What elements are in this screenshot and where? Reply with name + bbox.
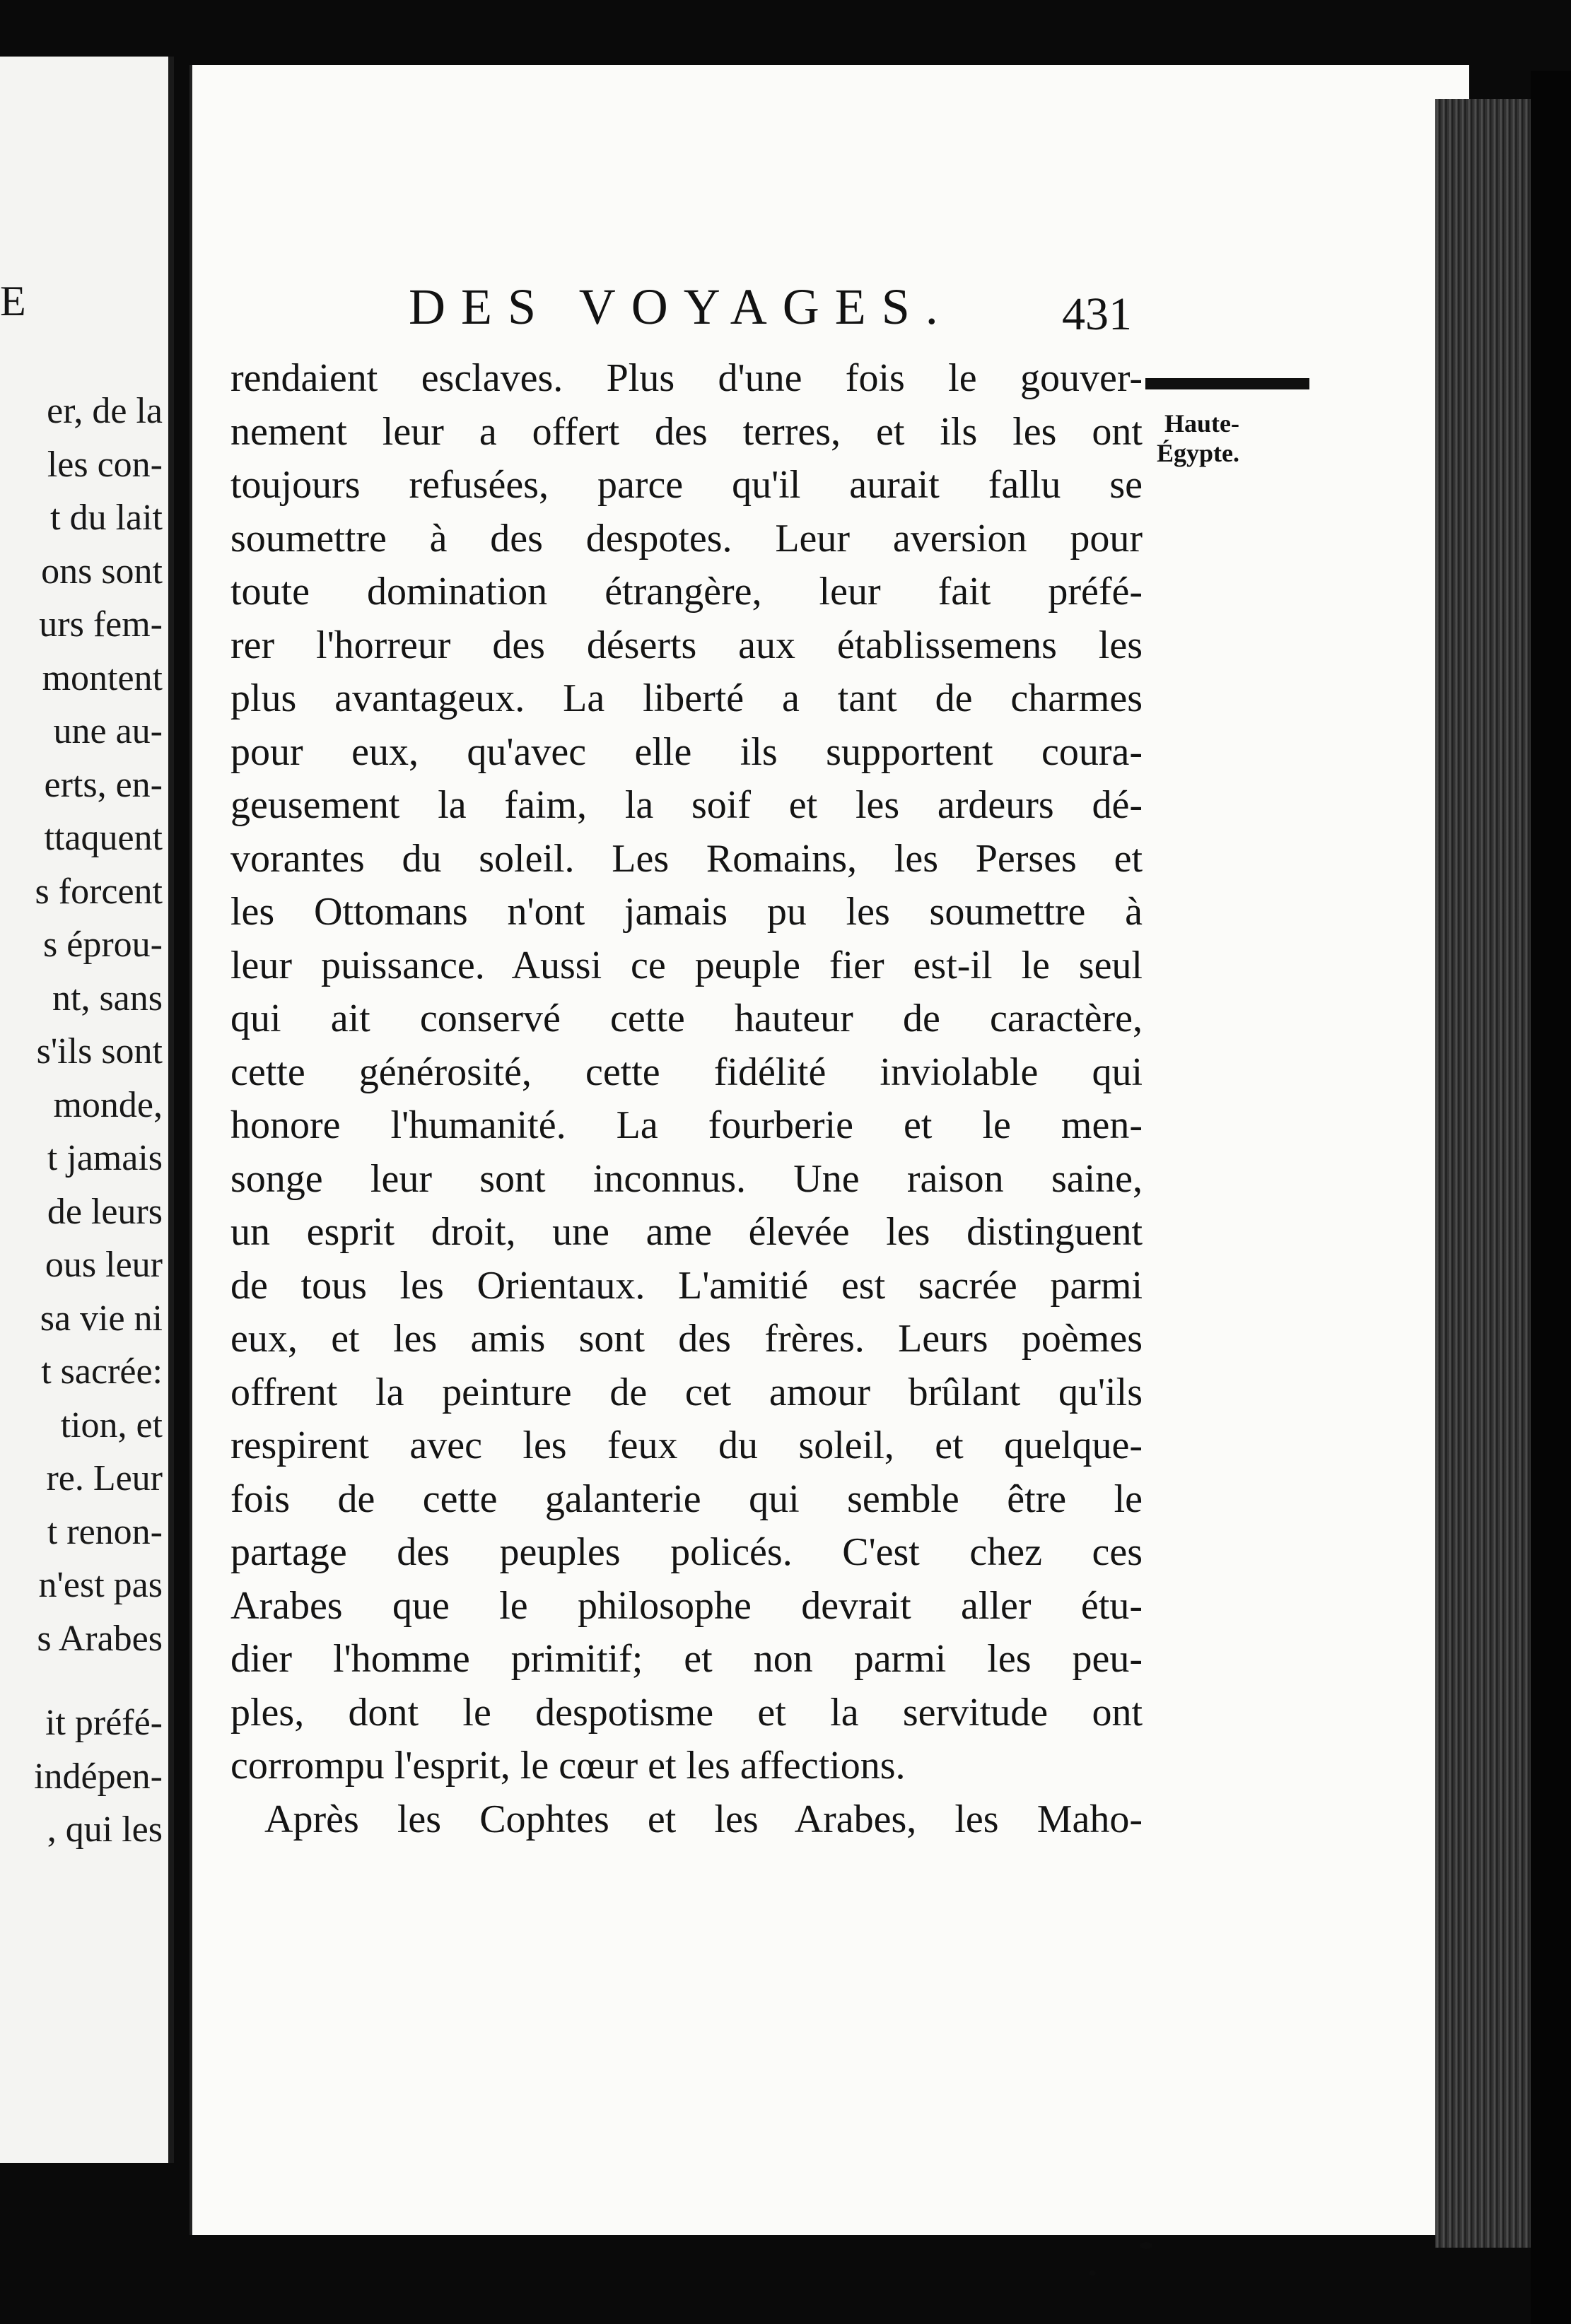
- running-title: DES VOYAGES.: [409, 278, 954, 335]
- text-line: les Ottomans n'ont jamais pu les soumettre à: [230, 890, 1143, 934]
- previous-page-line: urs fem-: [39, 604, 163, 645]
- previous-page-line: s'ils sont: [36, 1031, 163, 1072]
- text-line: vorantes du soleil. Les Romains, les Perses et: [230, 836, 1143, 881]
- previous-page-heading-fragment: E: [0, 278, 26, 324]
- text-line: partage des peuples policés. C'est chez ces: [230, 1530, 1143, 1574]
- text-line: qui ait conservé cette hauteur de caractère,: [230, 997, 1143, 1040]
- previous-page-line: t sacrée:: [41, 1351, 163, 1392]
- previous-page-line: n'est pas: [38, 1565, 163, 1605]
- previous-page-line: t jamais: [47, 1138, 163, 1178]
- previous-page-fragment: [0, 57, 174, 2163]
- text-line: ples, dont le despotisme et la servitude ont: [230, 1690, 1143, 1735]
- margin-rule: [1145, 378, 1309, 389]
- previous-page-line: ons sont: [41, 551, 163, 592]
- previous-page-line: s forcent: [35, 871, 163, 912]
- previous-page-line: de leurs: [47, 1191, 163, 1232]
- previous-page-line: indépen-: [34, 1756, 163, 1797]
- text-line: plus avantageux. La liberté a tant de charmes: [230, 676, 1143, 720]
- previous-page-line: ous leur: [45, 1245, 163, 1285]
- text-line: un esprit droit, une ame élevée les distinguent: [230, 1210, 1143, 1254]
- text-line: cette générosité, cette fidélité inviolable qui: [230, 1050, 1143, 1094]
- text-line: leur puissance. Aussi ce peuple fier est-il le seul: [230, 943, 1143, 987]
- scan-border: [1531, 71, 1571, 2324]
- scan-speck: [1140, 2242, 1152, 2249]
- text-line: rendaient esclaves. Plus d'une fois le gouver-: [230, 356, 1143, 400]
- previous-page-line: t renon-: [47, 1511, 163, 1552]
- previous-page-line: erts, en-: [44, 764, 163, 805]
- text-line: geusement la faim, la soif et les ardeurs dé-: [230, 783, 1143, 827]
- text-line: offrent la peinture de cet amour brûlant qu'ils: [230, 1370, 1143, 1414]
- previous-page-line: t du lait: [50, 498, 163, 538]
- previous-page-line: tion, et: [60, 1404, 163, 1445]
- text-line: Arabes que le philosophe devrait aller étu-: [230, 1583, 1143, 1628]
- text-line: corrompu l'esprit, le cœur et les affections.: [230, 1744, 906, 1788]
- page-body-text: [230, 352, 1143, 1846]
- text-line: honore l'humanité. La fourberie et le men-: [230, 1103, 1143, 1147]
- previous-page-line: s Arabes: [37, 1618, 163, 1659]
- scan-speck: [1089, 2270, 1096, 2276]
- previous-page-line: ttaquent: [44, 818, 163, 858]
- text-line: dier l'homme primitif; et non parmi les peu-: [230, 1637, 1143, 1681]
- previous-page-line: montent: [42, 657, 163, 698]
- text-line: eux, et les amis sont des frères. Leurs poèmes: [230, 1317, 1143, 1361]
- previous-page-line: er, de la: [47, 391, 163, 431]
- previous-page-line: les con-: [47, 444, 163, 485]
- previous-page-text: [0, 385, 163, 1857]
- margin-note-line: Haute-: [1164, 409, 1239, 438]
- previous-page-line: sa vie ni: [40, 1298, 163, 1339]
- text-line: songe leur sont inconnus. Une raison saine,: [230, 1156, 1143, 1201]
- paragraph-start-line: Après les Cophtes et les Arabes, les Maho-: [264, 1797, 1143, 1841]
- previous-page-line: nt, sans: [52, 978, 163, 1019]
- text-line: pour eux, qu'avec elle ils supportent coura-: [230, 729, 1143, 774]
- text-line: respirent avec les feux du soleil, et quelque-: [230, 1424, 1143, 1467]
- previous-page-line: s éprou-: [43, 925, 163, 965]
- margin-note: [1157, 409, 1239, 468]
- paragraph-gap: [0, 1665, 163, 1696]
- previous-page-line: re. Leur: [46, 1458, 163, 1498]
- text-line: de tous les Orientaux. L'amitié est sacrée parmi: [230, 1263, 1143, 1308]
- previous-page-line: , qui les: [47, 1809, 163, 1850]
- margin-note-line: Égypte.: [1157, 439, 1239, 467]
- text-line: soumettre à des despotes. Leur aversion pour: [230, 516, 1143, 561]
- page-number: 431: [1062, 288, 1132, 340]
- text-line: fois de cette galanterie qui semble être le: [230, 1477, 1143, 1521]
- text-line: toujours refusées, parce qu'il aurait fallu se: [230, 463, 1143, 507]
- page-edges: [1435, 99, 1531, 2248]
- text-line: nement leur a offert des terres, et ils les ont: [230, 409, 1143, 454]
- text-line: toute domination étrangère, leur fait préfé-: [230, 570, 1143, 614]
- previous-page-line: it préfé-: [45, 1703, 163, 1743]
- text-line: rer l'horreur des déserts aux établissemens les: [230, 623, 1143, 667]
- previous-page-line: une au-: [53, 711, 163, 751]
- previous-page-line: monde,: [53, 1084, 163, 1125]
